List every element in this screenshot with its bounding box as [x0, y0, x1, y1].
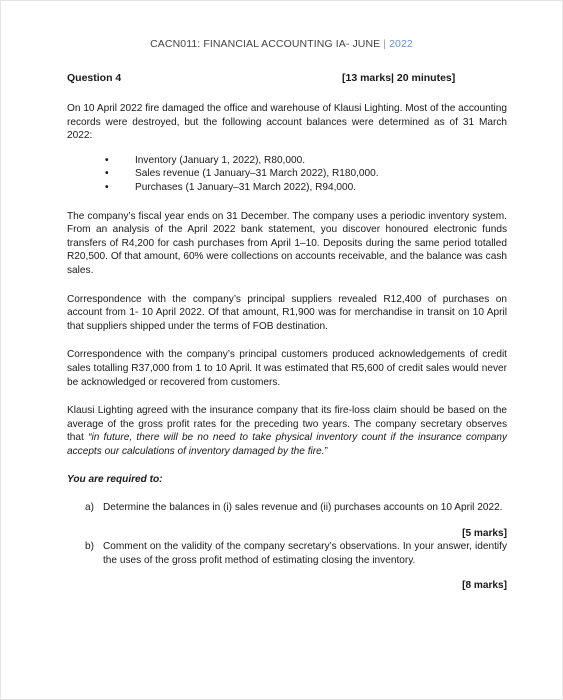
fiscal-paragraph: The company’s fiscal year ends on 31 December. The company uses a periodic inventory system. From an analysis of the April 2022 bank statement, you discover honoured electronic funds transfers of R4,200 for cash purchases from April 1–10. Deposits during the same period totalled R20,500. Of that amount, 60% were collections on accounts receivable, and the balance was cash sales. [67, 210, 507, 276]
task-text: Comment on the validity of the company secretary’s observations. In your answer, identify the uses of the gross profit method of estimating closing the inventory. [103, 541, 507, 566]
balances-list [67, 154, 507, 195]
insurance-paragraph [67, 404, 507, 458]
insurance-text: Klausi Lighting agreed with the insurance company that its fire-loss claim should be based on the average of the gross profit rates for the preceding two years. The company secretary observes that [67, 405, 507, 444]
task-marks: [5 marks] [462, 527, 507, 539]
question-marks: [13 marks| 20 minutes] [342, 72, 456, 84]
suppliers-paragraph: Correspondence with the company’s principal suppliers revealed R12,400 of purchases on account from 1- 10 April 2022. Of that amount, R1,900 was for merchandise in transit on 10 April that suppliers shipped under the terms of FOB destination. [67, 293, 507, 332]
customers-paragraph: Correspondence with the company’s principal customers produced acknowledgements of credit sales totalling R37,000 from 1 to 10 April. It was estimated that R5,600 of credit sales would never be acknowledged or recovered from customers. [67, 349, 507, 388]
task-b [85, 540, 507, 593]
intro-paragraph: On 10 April 2022 fire damaged the office and warehouse of Klausi Lighting. Most of the accounting records were destroyed, but the following account balances were determined as of 31 March 2022: [67, 103, 507, 142]
task-marks: [8 marks] [462, 580, 507, 592]
task-text: Determine the balances in (i) sales revenue and (ii) purchases accounts on 10 April 2022. [103, 502, 503, 514]
bullet-icon: • [105, 181, 109, 193]
list-item [105, 181, 507, 195]
course-title: CACN011: FINANCIAL ACCOUNTING IA- JUNE [150, 38, 381, 50]
task-list [67, 501, 507, 593]
required-heading: You are required to: [67, 474, 163, 486]
balance-text: Purchases (1 January–31 March 2022), R94,000. [135, 181, 357, 193]
header-separator: | [383, 38, 387, 50]
secretary-quote: “in future, there will be no need to take physical inventory count if the insurance company accepts our calculations of inventory damaged by the fire. [67, 432, 508, 457]
task-label: a) [85, 502, 94, 514]
header-year: 2022 [389, 38, 413, 50]
balance-text: Sales revenue (1 January–31 March 2022), R180,000. [135, 168, 379, 180]
balance-text: Inventory (January 1, 2022), R80,000. [135, 154, 306, 166]
question-title: Question 4 [67, 72, 122, 84]
task-a [85, 501, 507, 540]
list-item [105, 154, 507, 168]
list-item [105, 167, 507, 181]
quote-close: ” [324, 445, 328, 457]
task-label: b) [85, 541, 94, 553]
question-body [67, 102, 507, 593]
bullet-icon: • [105, 154, 109, 166]
question-heading [67, 72, 507, 84]
bullet-icon: • [105, 168, 109, 180]
page-header [0, 38, 563, 50]
